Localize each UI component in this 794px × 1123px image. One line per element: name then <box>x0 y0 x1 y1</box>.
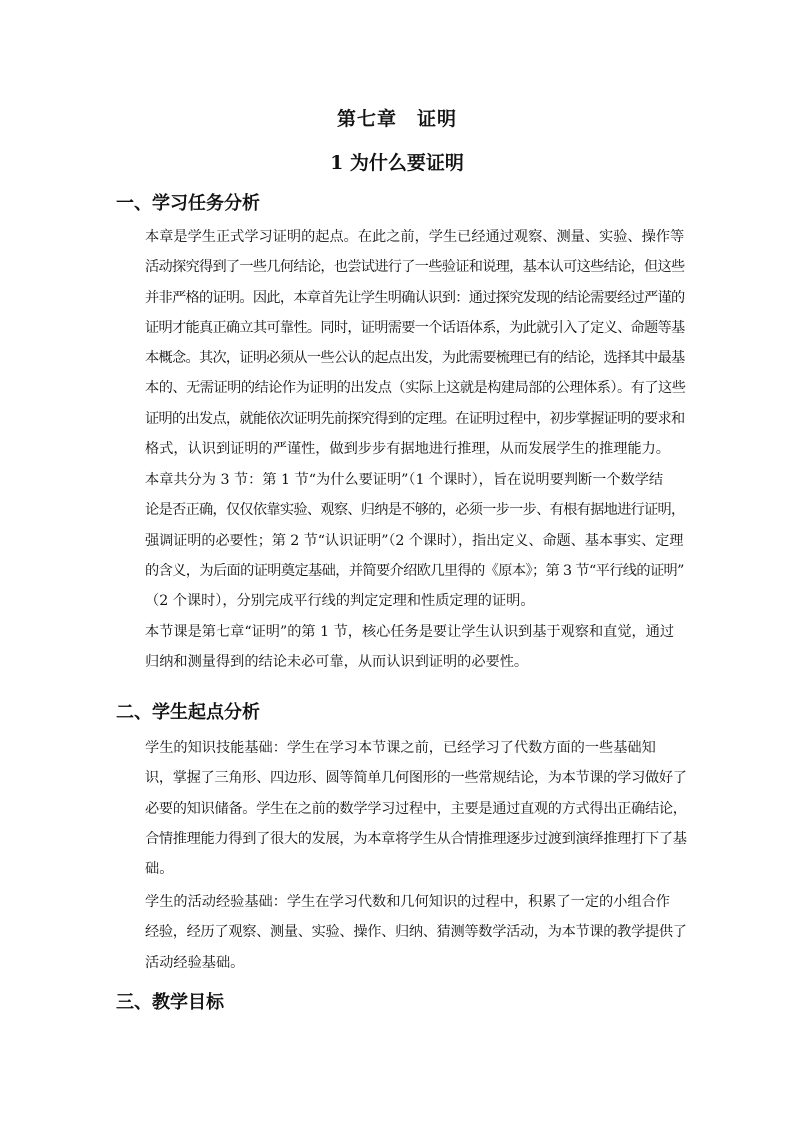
text-line: 证明才能真正确立其可靠性。同时，证明需要一个话语体系，为此就引入了定义、命题等基 <box>145 319 685 336</box>
heading-task-analysis: 一、学习任务分析 <box>116 193 260 214</box>
heading-teaching-goals: 三、教学目标 <box>116 992 224 1013</box>
text-line: 强调证明的必要性；第 2 节“认识证明”（2 个课时），指出定义、命题、基本事实、定理 <box>145 532 684 549</box>
text-line: 证明的出发点，就能依次证明先前探究得到的定理。在证明过程中，初步掌握证明的要求和 <box>145 410 685 427</box>
chapter-title: 第七章 证明 <box>336 108 457 130</box>
text-line: 合情推理能力得到了很大的发展，为本章将学生从合情推理逐步过渡到演绎推理打下了基 <box>145 830 687 847</box>
text-line: 学生的知识技能基础：学生在学习本节课之前，已经学习了代数方面的一些基础知 <box>145 740 656 756</box>
text-line: 础。 <box>145 861 174 878</box>
text-line: 归纳和测量得到的结论未必可靠，从而认识到证明的必要性。 <box>145 654 529 671</box>
paragraph-task-3 <box>116 617 686 678</box>
text-line: 识，掌握了三角形、四边形、圆等简单几何图形的一些常规结论，为本节课的学习做好了 <box>145 770 687 787</box>
text-line: 格式，认识到证明的严谨性，做到步步有据地进行推理，从而发展学生的推理能力。 <box>145 441 670 458</box>
text-line: 本节课是第七章“证明”的第 1 节，核心任务是要让学生认识到基于观察和直觉，通过 <box>145 624 675 640</box>
text-line: 并非严格的证明。因此，本章首先让学生明确认识到：通过探究发现的结论需要经过严谨的 <box>145 289 685 306</box>
text-line: 本的、无需证明的结论作为证明的出发点（实际上这就是构建局部的公理体系）。有了这些 <box>145 380 686 397</box>
paragraph-student-2 <box>116 887 686 978</box>
text-line: 论是否正确，仅仅依靠实验、观察、归纳是不够的，必须一步一步、有根有据地进行证明， <box>145 502 685 519</box>
text-line: 本章是学生正式学习证明的起点。在此之前，学生已经通过观察、测量、实验、操作等 <box>145 229 685 245</box>
text-line: 活动经验基础。 <box>145 954 245 971</box>
text-line: 活动探究得到了一些几何结论，也尝试进行了一些验证和说理，基本认可这些结论，但这些 <box>145 259 685 276</box>
text-line: 本章共分为 3 节：第 1 节“为什么要证明”（1 个课时），旨在说明要判断一个数学结 <box>145 472 664 488</box>
text-line: 的含义，为后面的证明奠定基础，并简要介绍欧几里得的《原本》；第 3 节“平行线的证明” <box>145 562 684 579</box>
paragraph-task-2 <box>116 465 686 616</box>
text-line: 必要的知识储备。学生在之前的数学学习过程中，主要是通过直观的方式得出正确结论， <box>145 800 687 817</box>
heading-student-analysis: 二、学生起点分析 <box>116 702 260 723</box>
text-line: 本概念。其次，证明必须从一些公认的起点出发，为此需要梳理已有的结论，选择其中最基 <box>145 350 685 367</box>
text-line: 学生的活动经验基础：学生在学习代数和几何知识的过程中，积累了一定的小组合作 <box>145 894 670 910</box>
text-line: （2 个课时），分别完成平行线的判定定理和性质定理的证明。 <box>145 593 535 610</box>
section-title: 1 为什么要证明 <box>330 152 464 174</box>
text-line: 经验，经历了观察、测量、实验、操作、归纳、猜测等数学活动，为本节课的教学提供了 <box>145 924 687 941</box>
paragraph-task-1 <box>116 222 686 464</box>
paragraph-student-1 <box>116 733 686 884</box>
